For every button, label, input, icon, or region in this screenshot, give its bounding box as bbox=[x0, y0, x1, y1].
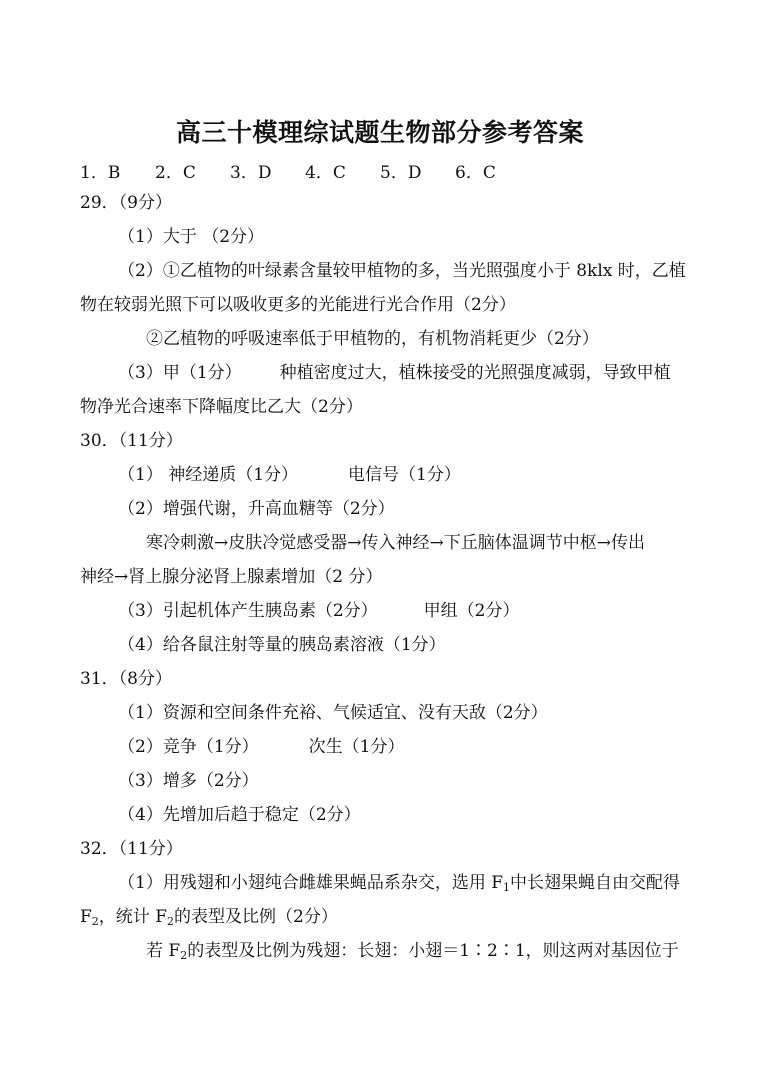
subscript: 1 bbox=[503, 881, 511, 894]
subscript: 2 bbox=[180, 949, 188, 962]
answer-part: （1）用残翅和小翅纯合雌雄果蝇品系杂交，选用 F bbox=[118, 873, 504, 893]
answer-line bbox=[146, 940, 679, 962]
multiple-choice-answers bbox=[80, 158, 530, 183]
answer-part: F bbox=[80, 907, 92, 927]
answer-line: （1）大于 （2分） bbox=[118, 227, 265, 247]
answer-part: 种植密度过大，植株接受的光照强度减弱，导致甲植 bbox=[279, 363, 671, 383]
answer-line bbox=[118, 872, 680, 894]
mc-answer: 1．B bbox=[80, 163, 121, 183]
answer-part: （3）引起机体产生胰岛素（2分） bbox=[118, 601, 378, 621]
answer-line: 物净光合速率下降幅度比乙大（2分） bbox=[80, 397, 363, 417]
mc-answer: 6．C bbox=[455, 163, 496, 183]
answer-part: ，统计 F bbox=[98, 907, 167, 927]
answer-part: （2）竞争（1分） bbox=[118, 737, 259, 757]
answer-part: 电信号（1分） bbox=[348, 465, 461, 485]
answer-line: （4）先增加后趋于稳定（2分） bbox=[118, 805, 361, 825]
answer-part: （1） 神经递质（1分） bbox=[118, 465, 299, 485]
answer-part: 中长翅果蝇自由交配得 bbox=[510, 873, 681, 893]
mc-answer: 3．D bbox=[230, 163, 272, 183]
answer-part: 的表型及比例为残翅：长翅：小翅＝1∶2∶1，则这两对基因位于 bbox=[187, 941, 679, 961]
subscript: 2 bbox=[91, 915, 99, 928]
mc-answer: 5．D bbox=[380, 163, 422, 183]
page-title: 高三十模理综试题生物部分参考答案 bbox=[175, 118, 584, 147]
answer-part: （3）甲（1分） bbox=[118, 363, 242, 383]
question-heading: 32．（11分） bbox=[80, 839, 183, 859]
answer-line bbox=[80, 906, 338, 928]
answer-line: （2）增强代谢，升高血糖等（2分） bbox=[118, 499, 395, 519]
answer-line: 物在较弱光照下可以吸收更多的光能进行光合作用（2分） bbox=[80, 295, 516, 315]
answer-part: 甲组（2分） bbox=[423, 601, 520, 621]
answer-part: 若 F bbox=[146, 941, 181, 961]
answer-line: （4）给各鼠注射等量的胰岛素溶液（1分） bbox=[118, 635, 446, 655]
answer-line bbox=[118, 600, 519, 622]
answer-part: 次生（1分） bbox=[308, 737, 405, 757]
answer-line: 寒冷刺激→皮肤冷觉感受器→传入神经→下丘脑体温调节中枢→传出 bbox=[146, 533, 645, 553]
answer-line: （1）资源和空间条件充裕、气候适宜、没有天敌（2分） bbox=[118, 703, 548, 723]
mc-answer: 4．C bbox=[305, 163, 346, 183]
answer-line bbox=[118, 362, 671, 384]
answer-line bbox=[118, 736, 404, 758]
question-heading: 29．（9分） bbox=[80, 193, 172, 213]
question-heading: 31．（8分） bbox=[80, 669, 172, 689]
subscript: 2 bbox=[167, 915, 174, 928]
answer-part: 的表型及比例（2分） bbox=[174, 907, 338, 927]
mc-answer: 2．C bbox=[155, 163, 196, 183]
answer-line: （2）①乙植物的叶绿素含量较甲植物的多，当光照强度小于 8klx 时，乙植 bbox=[118, 261, 686, 281]
answer-line bbox=[118, 464, 461, 486]
answer-line: ②乙植物的呼吸速率低于甲植物的，有机物消耗更少（2分） bbox=[146, 329, 599, 349]
question-heading: 30．（11分） bbox=[80, 431, 183, 451]
answer-line: （3）增多（2分） bbox=[118, 771, 259, 791]
answer-line: 神经→肾上腺分泌肾上腺素增加（2 分） bbox=[80, 567, 383, 587]
